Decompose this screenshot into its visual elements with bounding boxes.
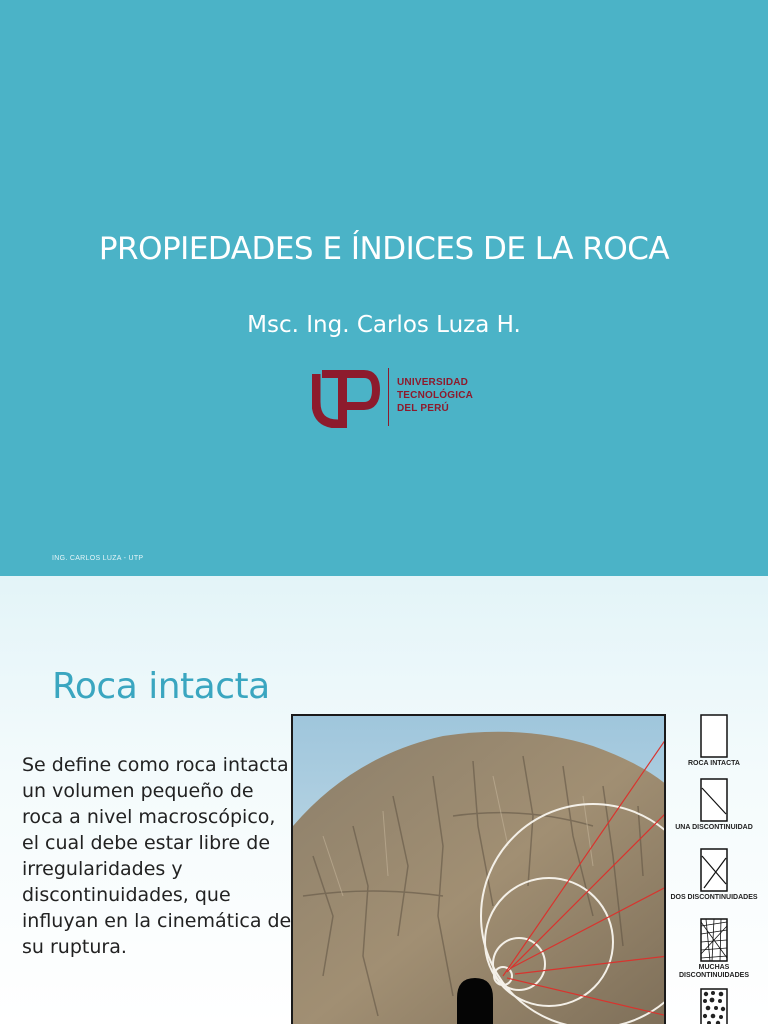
one-discontinuity-icon: [700, 778, 728, 822]
content-slide: [0, 576, 768, 1024]
utp-logo-icon: [312, 366, 382, 428]
slide-title: PROPIEDADES E ÍNDICES DE LA ROCA: [98, 231, 670, 267]
fractured-rock-icon: [700, 988, 728, 1024]
logo-line-2: TECNOLÓGICA: [397, 390, 474, 401]
slide-title: Roca intacta: [52, 666, 270, 707]
two-discontinuities-icon: [700, 848, 728, 892]
legend-label: UNA DISCONTINUIDAD: [675, 824, 753, 831]
logo-line-3: DEL PERÚ: [397, 403, 449, 414]
slide-subtitle: Msc. Ing. Carlos Luza H.: [247, 312, 521, 338]
logo-line-1: UNIVERSIDAD: [397, 377, 469, 388]
legend-label: DOS DISCONTINUIDADES: [670, 894, 758, 901]
logo-text: [397, 376, 473, 415]
slide-body-text: Se define como roca intacta un volumen pequeño de roca a nivel macroscópico, el cual debe estar libre de irregularidades y discontinuidades, que influyan en la cinemática de su ruptura.: [22, 754, 292, 958]
slide-footer: ING. CARLOS LUZA - UTP: [52, 555, 144, 562]
legend-label: MUCHAS DISCONTINUIDADES: [678, 964, 749, 979]
logo-divider: [388, 368, 389, 426]
many-discontinuities-icon: [700, 918, 728, 962]
intact-rock-icon: [700, 714, 728, 758]
legend-label: ROCA INTACTA: [688, 760, 740, 767]
discontinuity-legend: [670, 714, 768, 1024]
rock-photo: [291, 714, 666, 1024]
utp-logo: [312, 366, 492, 428]
rock-mountain-illustration: [293, 716, 666, 1024]
